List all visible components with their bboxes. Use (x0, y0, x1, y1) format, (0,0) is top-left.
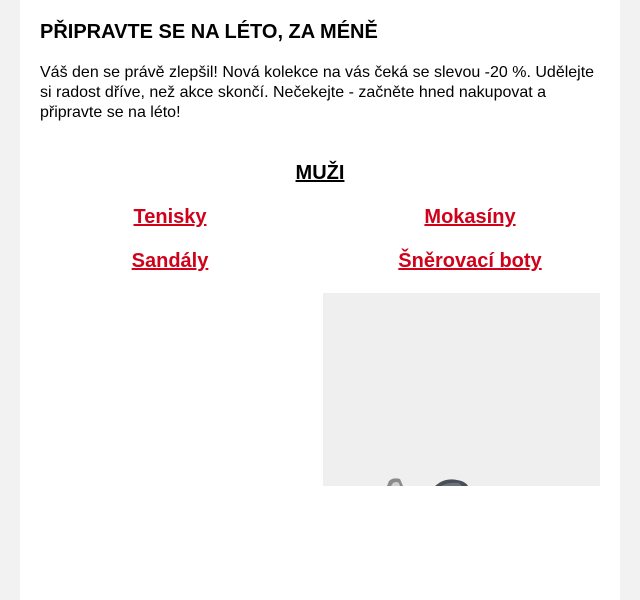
intro-text: Váš den se právě zlepšil! Nová kolekce na vás čeká se slevou -20 %. Udělejte si radost dříve, než akce skončí. Nečekejte - začněte hned nakupovat a připravte se na léto! (40, 64, 595, 121)
product-image[interactable] (323, 293, 600, 486)
category-link-sandals[interactable]: Sandály (131, 250, 209, 272)
shoe-image (323, 293, 600, 486)
section-title-men[interactable]: MUŽI (295, 162, 345, 184)
email-headline: PŘIPRAVTE SE NA LÉTO, ZA MÉNĚ (40, 21, 378, 43)
category-link-loafers[interactable]: Mokasíny (424, 206, 516, 228)
category-link-lace-up-shoes[interactable]: Šněrovací boty (398, 250, 542, 272)
category-link-sneakers[interactable]: Tenisky (133, 206, 207, 228)
email-body (20, 0, 620, 600)
